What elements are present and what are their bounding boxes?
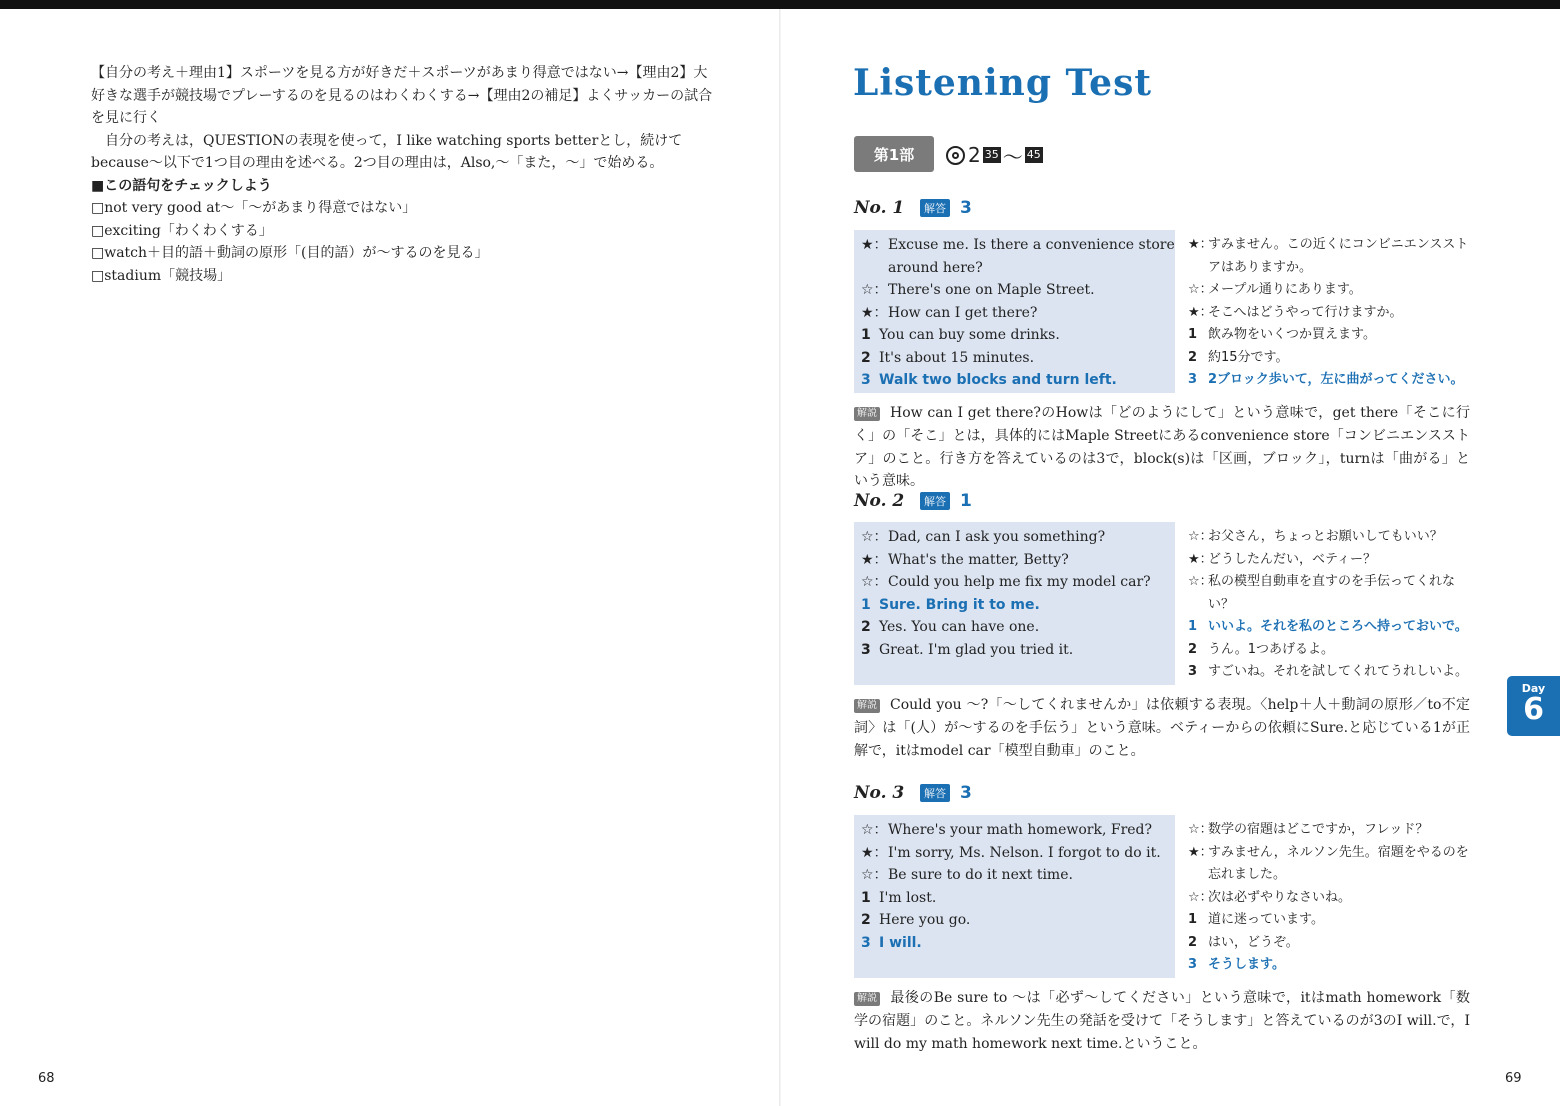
option-text: I will. [879,934,922,951]
question-number: No. 2 [854,491,905,511]
correct-option-line [1188,616,1478,639]
option-number: 3 [861,372,871,388]
dialogue-line [1188,887,1478,910]
dialogue-english [854,230,1175,393]
line-text: すみません，ネルソン先生。宿題をやるのを忘れました。 [1208,844,1469,882]
explain-badge: 解説 [854,407,880,421]
track-prefix: 2 [968,143,981,167]
question-header [854,198,972,218]
option-number: 3 [861,641,871,658]
line-text: Be sure to do it next time. [888,867,1073,883]
track-end: 45 [1026,148,1041,161]
line-text: Could you help me fix my model car? [888,574,1151,590]
day-tab [1507,676,1560,736]
correct-option-line [861,594,1175,617]
speaker-mark: ☆： [1188,822,1213,837]
correct-option-line [861,932,1175,955]
page-number-left: 68 [38,1071,55,1086]
option-text: はい，どうぞ。 [1208,934,1299,950]
line-text: What's the matter, Betty? [888,551,1069,568]
track-separator: ～ [1002,144,1023,169]
explanation-text: Could you ～?「～してくれませんか」は依頼する表現。〈help＋人＋動詞の原形／to不定詞〉は「(人）が～するのを手伝う」という意味。ベティーからの依頼にSure.と応じている1が正解で，itはmodel car「模型自動車」のこと。 [854,697,1470,759]
speaker-mark: ☆： [861,822,888,838]
option-number: 2 [861,912,871,928]
option-line [861,347,1175,370]
speaker-mark: ★： [1188,551,1213,567]
speaker-mark: ☆： [861,282,888,298]
line-text: お父さん，ちょっとお願いしてもいい？ [1208,529,1443,544]
dialogue-line [861,549,1175,572]
line-text: メープル通りにあります。 [1208,282,1362,297]
option-number: 2 [1188,934,1198,950]
option-text: 2ブロック歩いて，左に曲がってください。 [1208,372,1464,387]
option-line [861,639,1175,662]
speaker-mark: ★： [861,844,888,861]
line-text: How can I get there? [888,304,1038,321]
option-text: Yes. You can have one. [879,619,1040,635]
dialogue-japanese [1188,522,1478,684]
option-text: Here you go. [879,912,971,928]
speaker-mark: ★： [1188,237,1213,252]
explanation-paragraph: 自分の考えは，QUESTIONの表現を使って，I like watching sports betterとし，続けてbecause～以下で1つ目の理由を述べる。2つ目の理由は，Also,～「また，～」で始める。 [91,132,683,171]
option-number: 3 [1188,957,1198,972]
line-text: 私の模型自動車を直すのを手伝ってくれない？ [1208,574,1456,612]
answer-number: 3 [960,198,972,218]
outline-paragraph: 【自分の考え＋理由1】スポーツを見る方が好きだ＋スポーツがあまり得意ではない→【理由2】大好きな選手が競技場でプレーするのを見るのはわくわくする→【理由2の補足】よくサッカーの試合を見に行く [91,65,713,126]
vocab-item: □watch＋目的語＋動詞の原形「(目的語）が～するのを見る」 [91,245,489,261]
dialogue-english [854,815,1175,978]
vocab-item: □stadium「競技場」 [91,267,232,284]
speaker-mark: ★： [1188,304,1213,320]
explanation-text: How can I get there?のHowは「どのようにして」という意味で，get there「そこに行く」の「そこ」とは，具体的にはMaple Streetにあるconvenience store「コンビニエンスストア」のこと。行き方を答えているのは3で，block(s)は「区画，ブロック」，turnは「曲がる」という意味。 [854,405,1470,490]
speaker-mark: ☆： [861,867,888,883]
dialogue-line [861,571,1175,594]
explanation-text: 最後のBe sure to ～は「必ず～してください」という意味で，itはmath homework「数学の宿題」のこと。ネルソン先生の発話を受けて「そうします」と答えているのが3のI will.で，I will do my math homework next time.ということ。 [854,990,1470,1052]
line-text: どうしたんだい，ベティー？ [1208,551,1376,567]
dialogue-line [861,819,1175,842]
option-line [861,616,1175,639]
option-text: Walk two blocks and turn left. [879,372,1117,388]
left-page-content [91,62,716,287]
dialogue-line [1188,302,1478,325]
option-number: 1 [1188,327,1198,342]
speaker-mark: ☆： [1188,529,1213,544]
option-number: 2 [1188,641,1198,657]
speaker-mark: ☆： [861,529,888,545]
page-number-right: 69 [1505,1071,1522,1086]
dialogue-line [1188,234,1478,279]
speaker-mark: ★： [861,237,888,253]
cd-icon [946,146,965,165]
line-text: I'm sorry, Ms. Nelson. I forgot to do it. [888,844,1161,861]
dialogue-japanese [1188,230,1478,392]
option-number: 3 [861,934,871,951]
option-line [1188,639,1478,662]
option-text: You can buy some drinks. [879,327,1060,343]
speaker-mark: ☆： [1188,282,1213,297]
option-number: 3 [1188,664,1198,679]
line-text: Dad, can I ask you something? [888,529,1106,545]
option-number: 1 [861,889,871,906]
option-text: It's about 15 minutes. [879,349,1035,366]
option-text: いいよ。それを私のところへ持っておいで。 [1208,619,1468,634]
correct-option-line [1188,954,1478,977]
question-number: No. 3 [854,783,905,803]
option-number: 1 [1188,619,1198,634]
page-title: Listening Test [853,62,1152,104]
dialogue-english [854,522,1175,685]
option-line [861,887,1175,910]
option-text: うん。1つあげるよ。 [1208,641,1335,657]
dialogue-japanese [1188,815,1478,977]
dialogue-line [861,279,1175,302]
dialogue-line [861,302,1175,325]
option-text: 約15分です。 [1208,349,1289,365]
speaker-mark: ☆： [1188,574,1213,589]
option-line [1188,661,1478,684]
option-text: Sure. Bring it to me. [879,596,1040,613]
answer-number: 1 [960,491,972,511]
dialogue-line [861,234,1175,279]
line-text: すみません。この近くにコンビニエンスストアはありますか。 [1208,237,1469,275]
dialogue-line [861,842,1175,865]
line-text: Excuse me. Is there a convenience store around here? [888,237,1175,276]
speaker-mark: ★： [861,551,888,568]
part-badge: 第1部 [854,136,934,172]
option-number: 2 [861,349,871,366]
answer-number: 3 [960,783,972,803]
option-text: I'm lost. [879,889,937,906]
correct-option-line [861,369,1175,392]
speaker-mark: ★： [861,304,888,321]
option-text: Great. I'm glad you tried it. [879,641,1074,658]
day-number: 6 [1523,692,1544,727]
line-text: 数学の宿題はどこですか，フレッド？ [1208,822,1429,837]
vocab-item: □not very good at～「～があまり得意ではない」 [91,200,417,216]
option-line [1188,347,1478,370]
vocab-heading: ■この語句をチェックしよう [91,177,272,194]
option-number: 3 [1188,372,1198,387]
option-text: そうします。 [1208,957,1285,972]
vocab-item: □exciting「わくわくする」 [91,222,273,239]
line-text: 次は必ずやりなさいね。 [1208,889,1352,905]
explanation [854,402,1470,493]
book-spine [779,9,781,1106]
explanation [854,987,1470,1055]
answer-badge: 解答 [920,199,950,217]
question-header [854,783,972,803]
track-reference [946,140,1045,170]
line-text: There's one on Maple Street. [888,282,1095,298]
dialogue-line [1188,549,1478,572]
question-number: No. 1 [854,198,905,218]
answer-badge: 解答 [920,492,950,510]
dialogue-line [1188,842,1478,887]
dialogue-line [861,526,1175,549]
explanation [854,694,1470,762]
top-border [0,0,1560,9]
option-text: すごいね。それを試してくれてうれしいよ。 [1208,664,1469,679]
speaker-mark: ☆： [1188,889,1213,905]
explain-badge: 解説 [854,699,880,713]
speaker-mark: ★： [1188,844,1213,860]
dialogue-line [1188,571,1478,616]
explain-badge: 解説 [854,992,880,1006]
track-start: 35 [984,148,999,161]
option-number: 1 [861,596,871,613]
option-text: 道に迷っています。 [1208,912,1324,927]
line-text: Where's your math homework, Fred? [888,822,1153,838]
question-header [854,491,972,511]
dialogue-line [861,864,1175,887]
option-line [861,909,1175,932]
dialogue-line [1188,279,1478,302]
option-line [1188,932,1478,955]
option-line [1188,324,1478,347]
option-line [861,324,1175,347]
option-number: 2 [1188,349,1198,365]
line-text: そこへはどうやって行けますか。 [1208,304,1403,320]
option-line [1188,909,1478,932]
speaker-mark: ☆： [861,574,888,590]
answer-badge: 解答 [920,784,950,802]
option-number: 2 [861,619,871,635]
option-text: 飲み物をいくつか買えます。 [1208,327,1376,342]
option-number: 1 [1188,912,1198,927]
day-label: Day [1521,682,1546,695]
correct-option-line [1188,369,1478,392]
dialogue-line [1188,526,1478,549]
option-number: 1 [861,327,871,343]
dialogue-line [1188,819,1478,842]
